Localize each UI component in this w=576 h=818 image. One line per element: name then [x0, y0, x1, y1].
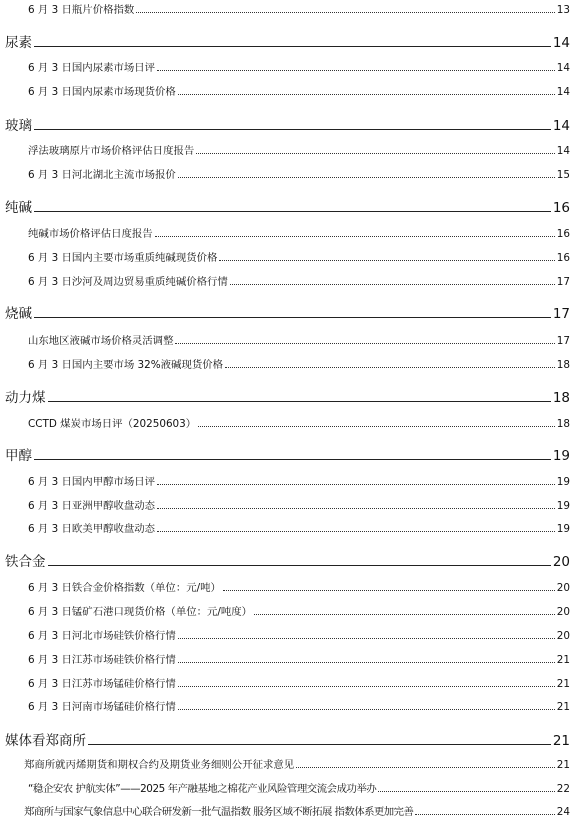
toc-entry[interactable] [28, 496, 576, 512]
dot-leader [155, 236, 555, 237]
toc-entry-title: 6 月 3 日河北市场硅铁价格行情 [28, 630, 176, 642]
toc-entry-title: 6 月 3 日江苏市场锰硅价格行情 [28, 678, 176, 690]
toc-entry-title: 6 月 3 日国内主要市场 32%液碱现货价格 [28, 359, 223, 371]
toc-entry-title: CCTD 煤炭市场日评（20250603） [28, 418, 197, 430]
section-leader [34, 211, 551, 212]
toc-entry[interactable] [28, 141, 576, 157]
toc-page-number: 19 [556, 476, 570, 488]
toc-entry[interactable] [24, 802, 576, 818]
toc-section-urea[interactable] [0, 31, 576, 51]
toc-page-number: 19 [552, 448, 570, 464]
dot-leader [415, 814, 554, 815]
toc-entry[interactable] [28, 224, 576, 240]
toc-page-number: 21 [556, 678, 570, 690]
dot-leader [178, 686, 555, 687]
toc-section-media[interactable] [0, 729, 576, 749]
toc-section-title: 甲醇 [5, 448, 32, 464]
section-leader [88, 744, 551, 745]
toc-entry[interactable] [28, 355, 576, 371]
dot-leader [157, 70, 555, 71]
toc-page-number: 15 [556, 169, 570, 181]
toc-section-title: 玻璃 [5, 118, 32, 134]
toc-entry-title: 6 月 3 日锰矿石港口现货价格（单位：元/吨度） [28, 606, 253, 618]
toc-page-number: 14 [556, 145, 570, 157]
toc-page-number: 20 [556, 630, 570, 642]
toc-entry[interactable] [28, 272, 576, 288]
toc-page-number: 14 [556, 62, 570, 74]
toc-page-number: 18 [556, 359, 570, 371]
section-leader [48, 401, 551, 402]
toc-section-soda-ash[interactable] [0, 196, 576, 216]
toc-section-ferroalloy[interactable] [0, 550, 576, 570]
dot-leader [157, 508, 555, 509]
toc-entry[interactable] [28, 414, 576, 430]
toc-section-methanol[interactable] [0, 444, 576, 464]
dot-leader [178, 709, 555, 710]
toc-section-title: 媒体看郑商所 [5, 733, 86, 749]
dot-leader [178, 638, 555, 639]
toc-entry-title: 6 月 3 日国内甲醇市场日评 [28, 476, 156, 488]
toc-entry[interactable] [28, 650, 576, 666]
section-leader [34, 459, 551, 460]
toc-page-number: 21 [556, 701, 570, 713]
toc-section-title: 铁合金 [5, 554, 46, 570]
toc-page-number: 17 [556, 276, 570, 288]
toc-page-number: 16 [556, 228, 570, 240]
toc-entry-title: 山东地区液碱市场价格灵活调整 [28, 335, 174, 347]
toc-section-title: 纯碱 [5, 200, 32, 216]
toc-entry-title: 郑商所就丙烯期货和期权合约及期货业务细则公开征求意见 [24, 759, 295, 771]
dot-leader [157, 484, 555, 485]
dot-leader [136, 12, 555, 13]
toc-page-number: 24 [556, 806, 570, 818]
toc-entry-title: 6 月 3 日铁合金价格指数（单位：元/吨） [28, 582, 221, 594]
dot-leader [225, 367, 555, 368]
toc-page-number: 19 [556, 500, 570, 512]
dot-leader [175, 343, 554, 344]
toc-entry-title: 6 月 3 日欧美甲醇收盘动态 [28, 523, 156, 535]
dot-leader [230, 284, 555, 285]
toc-page-number: 17 [556, 335, 570, 347]
toc-page-number: 13 [556, 4, 570, 16]
dot-leader [196, 153, 555, 154]
toc-entry[interactable] [28, 82, 576, 98]
toc-page-number: 14 [552, 35, 570, 51]
toc-entry[interactable] [28, 248, 576, 264]
toc-page-number: 20 [556, 606, 570, 618]
dot-leader [223, 590, 555, 591]
dot-leader [219, 260, 554, 261]
toc-entry-title: 6 月 3 日河北湖北主流市场报价 [28, 169, 176, 181]
toc-entry[interactable] [28, 472, 576, 488]
toc-section-glass[interactable] [0, 114, 576, 134]
dot-leader [178, 177, 555, 178]
toc-entry[interactable] [24, 755, 576, 771]
toc-entry-title: 纯碱市场价格评估日度报告 [28, 228, 153, 240]
toc-entry-title: 6 月 3 日亚洲甲醇收盘动态 [28, 500, 156, 512]
toc-entry[interactable] [28, 674, 576, 690]
toc-page-number: 14 [556, 86, 570, 98]
dot-leader [178, 662, 555, 663]
toc-entry-title: 浮法玻璃原片市场价格评估日度报告 [28, 145, 195, 157]
toc-entry-title: “稳企安农 护航实体”——2025 年产融基地之棉花产业风险管理交流会成功举办 [28, 783, 377, 795]
dot-leader [254, 614, 555, 615]
toc-section-title: 动力煤 [5, 390, 46, 406]
dot-leader [296, 767, 555, 768]
toc-page-number: 16 [552, 200, 570, 216]
toc-entry-title: 6 月 3 日国内尿素市场日评 [28, 62, 156, 74]
toc-entry[interactable] [28, 58, 576, 74]
toc-page-number: 19 [556, 523, 570, 535]
toc-page-number: 21 [556, 654, 570, 666]
toc-page-number: 16 [556, 252, 570, 264]
toc-page-number: 17 [552, 306, 570, 322]
toc-page-number: 14 [552, 118, 570, 134]
toc-page-number: 21 [556, 759, 570, 771]
toc-page-number: 21 [552, 733, 570, 749]
toc-entry-pet-chip-index[interactable] [28, 0, 576, 16]
toc-section-title: 烧碱 [5, 306, 32, 322]
toc-entry[interactable] [28, 697, 576, 713]
toc-entry-title: 6 月 3 日瓶片价格指数 [28, 4, 135, 16]
section-leader [34, 317, 551, 318]
toc-entry[interactable] [28, 602, 576, 618]
toc-entry[interactable] [28, 779, 576, 795]
toc-entry-title: 郑商所与国家气象信息中心联合研发新一批气温指数 服务区域不断拓展 指数体系更加完善 [24, 806, 414, 818]
toc-page-number: 18 [552, 390, 570, 406]
toc-entry[interactable] [28, 578, 576, 594]
section-leader [34, 129, 551, 130]
toc-entry-title: 6 月 3 日沙河及周边贸易重质纯碱价格行情 [28, 276, 228, 288]
section-leader [48, 565, 551, 566]
toc-entry-title: 6 月 3 日江苏市场硅铁价格行情 [28, 654, 176, 666]
dot-leader [178, 94, 555, 95]
dot-leader [198, 426, 555, 427]
toc-section-caustic-soda[interactable] [0, 302, 576, 322]
dot-leader [157, 531, 555, 532]
toc-entry-title: 6 月 3 日国内主要市场重质纯碱现货价格 [28, 252, 218, 264]
toc-entry[interactable] [28, 626, 576, 642]
toc-entry[interactable] [28, 519, 576, 535]
toc-page-number: 22 [556, 783, 570, 795]
toc-section-title: 尿素 [5, 35, 32, 51]
toc-entry[interactable] [28, 331, 576, 347]
toc-entry-title: 6 月 3 日国内尿素市场现货价格 [28, 86, 176, 98]
toc-page-number: 20 [552, 554, 570, 570]
toc-entry-title: 6 月 3 日河南市场锰硅价格行情 [28, 701, 176, 713]
dot-leader [378, 791, 554, 792]
toc-page-number: 18 [556, 418, 570, 430]
section-leader [34, 46, 551, 47]
toc-section-thermal-coal[interactable] [0, 386, 576, 406]
toc-entry[interactable] [28, 165, 576, 181]
toc-page-number: 20 [556, 582, 570, 594]
